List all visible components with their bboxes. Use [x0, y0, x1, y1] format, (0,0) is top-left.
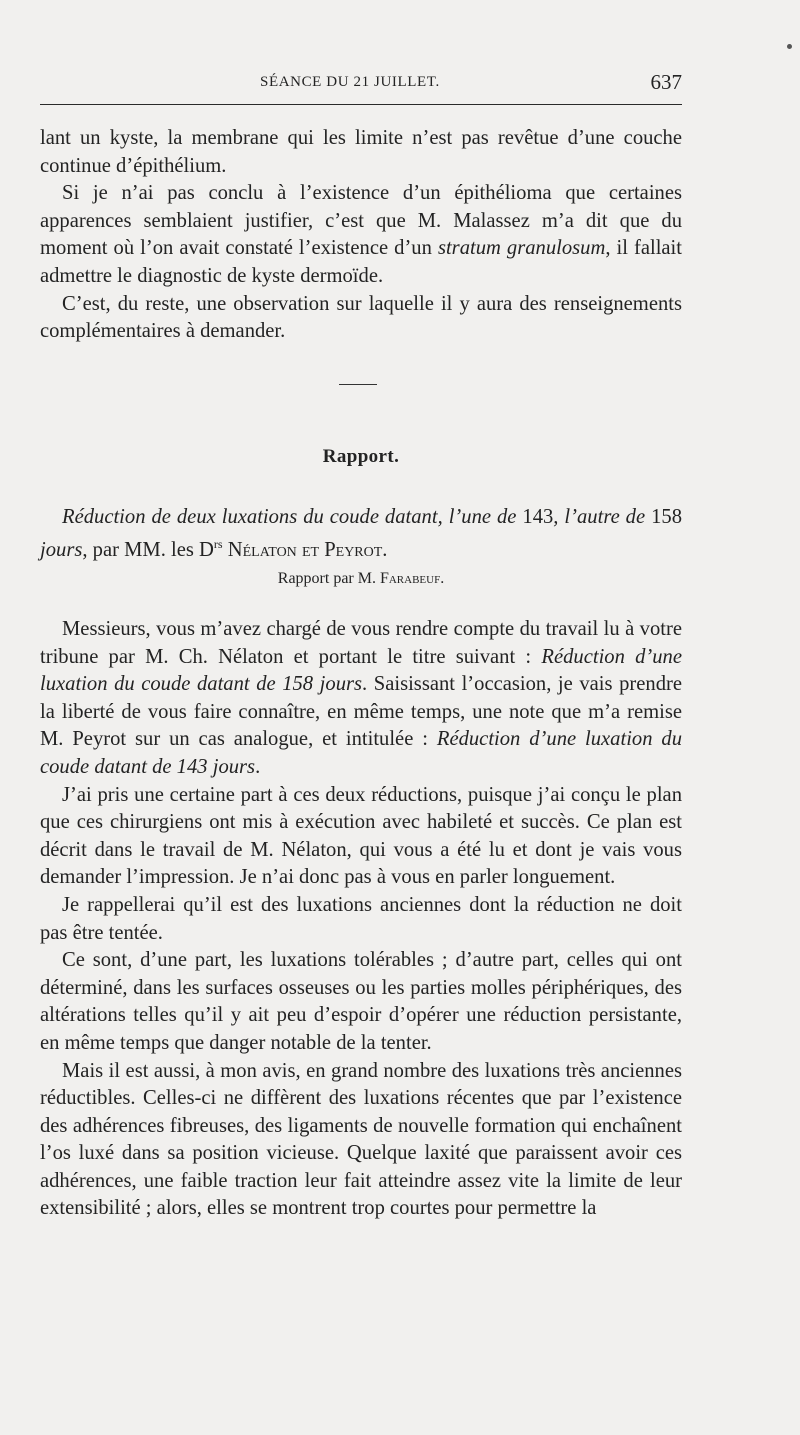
intro-paragraph-2 [40, 180, 682, 290]
b1-end: . [255, 755, 261, 778]
body-paragraph-3: Je rappellerai qu’il est des luxations anciennes dont la réduction ne doit pas être tentée. [40, 893, 682, 944]
section-separator [339, 384, 377, 385]
section-title: Rapport. [322, 446, 400, 467]
body-paragraph-5: Mais il est aussi, à mon avis, en grand nombre des luxations très anciennes réductibles. Celles-ci ne diffèrent des luxations récentes que par l’existence des adhérences fibreuses, des ligaments de nouvelle formation qui enchaînent l’os luxé dans sa position vicieuse. Quelque laxité que paraissent avoir ces adhérences, une faible traction leur fait atteindre assez vite la limite de leur extensibilité ; alors, elles se montrent trop courtes pour permettre la [40, 1059, 682, 1220]
rapporteur-line [40, 570, 682, 588]
title-number-158: 158 [651, 506, 682, 528]
page-number: 637 [650, 70, 682, 94]
body-paragraph-4: Ce sont, d’une part, les luxations tolérables ; d’autre part, celles qui ont déterminé, dans les surfaces osseuses ou les parties molles périphériques, des altérations telles qu’il y ait peu d’espoir d’opérer une réduction persistante, en même temps que danger notable de la tenter. [40, 949, 682, 1054]
intro-p2-italic: stratum granulosum [437, 237, 606, 260]
b1-start: Messieurs, vous m’avez chargé de vous rendre compte du travail lu à votre tribune par M. Ch. Nélaton et portant le titre suivant : [40, 618, 682, 668]
b1-title-2: Réduction d’une luxation du coude datant de 143 jours [40, 728, 682, 778]
body-text [40, 616, 682, 1223]
paper-speck [787, 44, 792, 49]
page-header [40, 72, 682, 105]
title-jours: jours [40, 538, 83, 561]
intro-paragraph-3: C’est, du reste, une observation sur laquelle il y aura des renseignements complémentaires à demander. [40, 292, 682, 343]
rapporteur-prefix: Rapport par M. [277, 570, 380, 587]
body-paragraph-1 [40, 616, 682, 782]
rapporteur-name: Farabeuf. [379, 570, 445, 587]
b1-middle: . Saisissant l’occasion, je vais prendre la liberté de vous faire connaître, en même temps, une note que m’a remise M. Peyrot sur un cas analogue, et intitulée : [40, 673, 683, 751]
article-title [40, 504, 682, 564]
title-part-2: , l’autre de [553, 506, 652, 528]
title-superscript: rs [213, 537, 223, 551]
body-paragraph-2: J’ai pris une certaine part à ces deux réductions, puisque j’ai conçu le plan que ces chirurgiens ont mis à exécution avec habileté et succès. Ce plan est décrit dans le travail de M. Nélaton, qui vous a été lu et dont je vais vous demander l’impression. Je n’ai donc pas à vous en parler longuement. [40, 783, 682, 889]
intro-paragraph-1: lant un kyste, la membrane qui les limite n’est pas revêtue d’une couche continue d’épithélium. [40, 127, 682, 177]
title-authors: Nélaton et Peyrot. [222, 538, 388, 561]
intro-p2-end: , il fallait admettre le diagnostic de kyste dermoïde. [40, 237, 682, 287]
running-head: SÉANCE DU 21 JUILLET. [260, 74, 440, 90]
title-authors-prefix: , par MM. les D [82, 538, 214, 561]
title-part-1: Réduction de deux luxations du coude datant, l’une de [62, 506, 523, 528]
intro-p2-start: Si je n’ai pas conclu à l’existence d’un épithélioma que certaines apparences semblaient justifier, c’est que M. Malassez m’a dit que du moment où l’on avait constaté l’existence d’un [40, 182, 682, 260]
intro-text [40, 125, 682, 346]
b1-title-1: Réduction d’une luxation du coude datant de 158 jours [40, 645, 682, 696]
title-number-143: 143 [522, 506, 554, 528]
